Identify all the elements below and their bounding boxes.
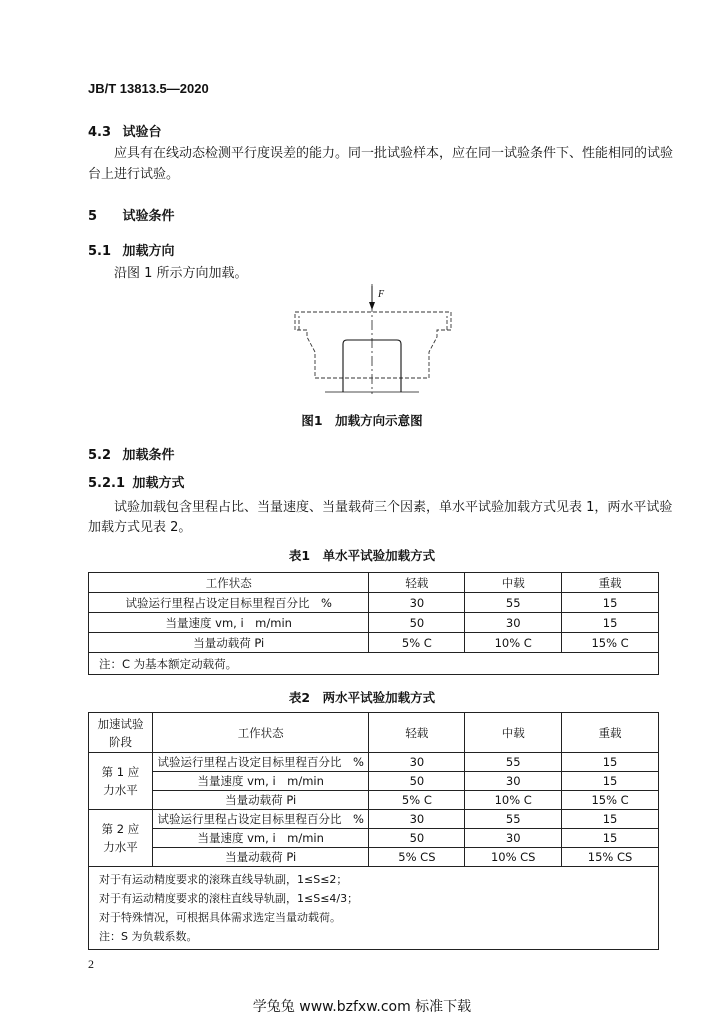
stage-cell: 第 1 应力水平 — [89, 753, 153, 810]
document-header: JB/T 13813.5—2020 — [88, 81, 209, 96]
row-label: 当量速度 vm, i m/min — [152, 829, 369, 848]
table-row — [89, 810, 659, 829]
section-title: 试验条件 — [122, 209, 175, 224]
section-title: 加载方式 — [132, 476, 185, 491]
paragraph-4-3-line1: 应具有在线动态检测平行度误差的能力。同一批试验样本，应在同一试验条件下、性能相同的试验 — [114, 146, 674, 161]
value-cell: 10% CS — [465, 848, 562, 867]
force-arrowhead — [369, 302, 375, 310]
header-cell: 重载 — [562, 573, 659, 593]
row-label: 当量动载荷 Pi — [89, 633, 369, 653]
section-title: 加载条件 — [122, 448, 175, 463]
value-cell: 30 — [465, 829, 562, 848]
figure-1-caption: 图1 加载方向示意图 — [301, 413, 423, 428]
section-5-heading — [88, 205, 175, 224]
header-cell: 工作状态 — [89, 573, 369, 593]
table-note: 对于有运动精度要求的滚珠直线导轨副，1≤S≤2； — [99, 873, 348, 886]
table-note: 注：S 为负载系数。 — [99, 930, 198, 943]
header-cell: 工作状态 — [152, 713, 369, 753]
paragraph-5-2-1-line2: 加载方式见表 2。 — [88, 520, 192, 535]
paragraph-5-1: 沿图 1 所示方向加载。 — [114, 266, 248, 281]
header-cell: 重载 — [562, 713, 659, 753]
page-number: 2 — [88, 957, 94, 971]
row-label: 试验运行里程占设定目标里程百分比 % — [152, 810, 369, 829]
value-cell: 30 — [465, 613, 562, 633]
section-title: 试验台 — [122, 125, 162, 140]
stage-cell: 第 2 应力水平 — [89, 810, 153, 867]
paragraph-5-2-1-line1: 试验加载包含里程占比、当量速度、当量载荷三个因素，单水平试验加载方式见表 1，两水平试验 — [114, 500, 673, 515]
value-cell: 55 — [465, 810, 562, 829]
table-2-caption: 表2 两水平试验加载方式 — [288, 690, 436, 705]
value-cell: 5% C — [369, 633, 465, 653]
footer-watermark: 学兔兔 www.bzfxw.com 标准下载 — [252, 999, 472, 1015]
table-row — [89, 848, 659, 867]
header-cell: 中载 — [465, 713, 562, 753]
value-cell: 15% C — [562, 633, 659, 653]
value-cell: 10% C — [465, 633, 562, 653]
value-cell: 15 — [562, 753, 659, 772]
paragraph-4-3-line2: 台上进行试验。 — [88, 167, 180, 182]
table-note: 注：C 为基本额定动载荷。 — [89, 653, 659, 675]
header-cell: 轻载 — [369, 573, 465, 593]
value-cell: 15 — [562, 593, 659, 613]
table-row — [89, 791, 659, 810]
section-number: 5 — [88, 209, 98, 224]
section-4-3-heading — [88, 121, 162, 140]
value-cell: 50 — [369, 829, 465, 848]
value-cell: 30 — [369, 810, 465, 829]
table-2 — [88, 712, 659, 950]
value-cell: 5% C — [369, 791, 465, 810]
section-title: 加载方向 — [122, 244, 175, 259]
table-1 — [88, 572, 659, 675]
carriage-block — [295, 312, 451, 378]
row-label: 当量速度 vm, i m/min — [89, 613, 369, 633]
value-cell: 30 — [465, 772, 562, 791]
table-header-row — [89, 573, 659, 593]
table-notes — [89, 867, 659, 950]
row-label: 当量速度 vm, i m/min — [152, 772, 369, 791]
row-label: 试验运行里程占设定目标里程百分比 % — [89, 593, 369, 613]
value-cell: 15 — [562, 829, 659, 848]
table-row — [89, 633, 659, 653]
table-note: 对于有运动精度要求的滚柱直线导轨副，1≤S≤4/3； — [99, 892, 359, 905]
section-5-2-1-heading — [88, 472, 185, 491]
header-cell: 轻载 — [369, 713, 465, 753]
table-row — [89, 593, 659, 613]
value-cell: 50 — [369, 613, 465, 633]
force-label: F — [378, 289, 385, 300]
table-row — [89, 829, 659, 848]
section-5-1-heading — [88, 240, 175, 259]
table-row — [89, 613, 659, 633]
value-cell: 15% CS — [562, 848, 659, 867]
table-header-row — [89, 713, 659, 753]
value-cell: 15 — [562, 810, 659, 829]
row-label: 试验运行里程占设定目标里程百分比 % — [152, 753, 369, 772]
section-number: 4.3 — [88, 125, 112, 140]
table-1-caption: 表1 单水平试验加载方式 — [288, 548, 436, 563]
value-cell: 15 — [562, 613, 659, 633]
header-cell: 中载 — [465, 573, 562, 593]
value-cell: 15% C — [562, 791, 659, 810]
table-row — [89, 753, 659, 772]
value-cell: 30 — [369, 593, 465, 613]
value-cell: 10% C — [465, 791, 562, 810]
value-cell: 30 — [369, 753, 465, 772]
section-number: 5.1 — [88, 244, 112, 259]
table-note-row — [89, 653, 659, 675]
value-cell: 5% CS — [369, 848, 465, 867]
table-note: 对于特殊情况，可根据具体需求选定当量动载荷。 — [99, 911, 341, 924]
value-cell: 50 — [369, 772, 465, 791]
row-label: 当量动载荷 Pi — [152, 848, 369, 867]
table-notes-row — [89, 867, 659, 950]
section-5-2-heading — [88, 444, 175, 463]
table-row — [89, 772, 659, 791]
value-cell: 15 — [562, 772, 659, 791]
value-cell: 55 — [465, 753, 562, 772]
section-number: 5.2 — [88, 448, 112, 463]
figure-1-load-direction-diagram — [285, 282, 465, 400]
value-cell: 55 — [465, 593, 562, 613]
row-label: 当量动载荷 Pi — [152, 791, 369, 810]
section-number: 5.2.1 — [88, 476, 126, 491]
header-cell: 加速试验阶段 — [89, 713, 153, 753]
